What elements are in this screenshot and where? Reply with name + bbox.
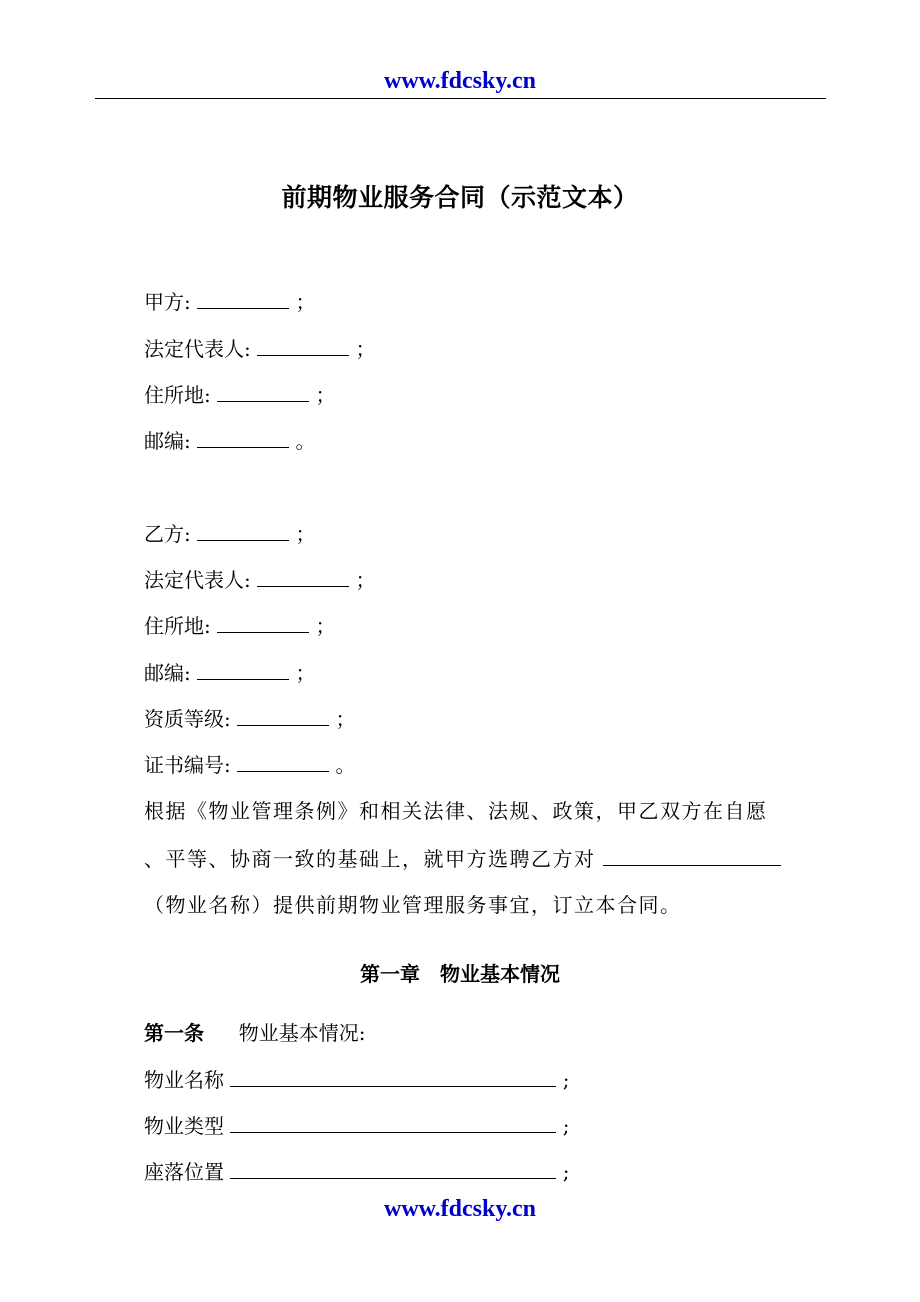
article-1-text: 物业基本情况: — [238, 1021, 366, 1045]
property-location-field — [144, 1158, 569, 1186]
party-a-name-line — [144, 288, 315, 316]
line-end-punct: ； — [295, 290, 316, 314]
line-end-punct: ； — [355, 568, 376, 592]
property-name-blank — [603, 845, 781, 866]
party-b-qualification-label: 资质等级: — [144, 707, 231, 731]
line-end-punct: ； — [295, 661, 316, 685]
party-b-certificate-label: 证书编号: — [144, 753, 231, 777]
document-title: 前期物业服务合同（示范文本） — [281, 183, 639, 212]
line-end-punct: ； — [315, 614, 336, 638]
party-a-rep-label: 法定代表人: — [144, 337, 251, 361]
property-name-label: 物业名称 — [144, 1068, 224, 1092]
header-site-url: www.fdcsky.cn — [383, 68, 537, 94]
party-b-rep-blank — [257, 566, 349, 587]
party-b-postcode-label: 邮编: — [144, 661, 191, 685]
party-b-qualification-blank — [237, 705, 329, 726]
party-b-postcode-line — [144, 659, 315, 687]
property-location-field-blank — [230, 1158, 556, 1179]
party-b-address-blank — [217, 612, 309, 633]
line-end-punct: ; — [562, 1160, 570, 1184]
party-a-address-blank — [217, 381, 309, 402]
line-end-punct: ； — [315, 383, 336, 407]
line-end-punct: ； — [335, 707, 356, 731]
party-a-postcode-line — [144, 427, 315, 455]
article-1-line — [144, 1019, 365, 1047]
article-1-label: 第一条 — [144, 1021, 204, 1045]
party-b-address-line — [144, 612, 335, 640]
footer-site-url: www.fdcsky.cn — [383, 1196, 537, 1222]
party-a-postcode-label: 邮编: — [144, 429, 191, 453]
line-end-punct: ; — [562, 1114, 570, 1138]
property-name-field — [144, 1066, 569, 1094]
party-b-rep-line — [144, 566, 375, 594]
party-b-certificate-blank — [237, 751, 329, 772]
line-end-punct: ; — [562, 1068, 570, 1092]
party-b-name-label: 乙方: — [144, 522, 191, 546]
party-b-rep-label: 法定代表人: — [144, 568, 251, 592]
line-end-punct: 。 — [295, 429, 316, 453]
property-location-label: 座落位置 — [144, 1160, 224, 1184]
party-a-name-blank — [197, 288, 289, 309]
line-end-punct: ； — [355, 337, 376, 361]
property-type-field — [144, 1112, 569, 1140]
header-divider — [95, 98, 826, 99]
preamble-line-1: 根据《物业管理条例》和相关法律、法规、政策，甲乙双方在自愿 — [144, 799, 768, 823]
party-a-name-label: 甲方: — [144, 290, 191, 314]
party-b-qualification-line — [144, 705, 355, 733]
property-name-field-blank — [230, 1066, 556, 1087]
chapter-1-heading: 第一章 物业基本情况 — [360, 962, 560, 986]
preamble-line-2-text: 、平等、协商一致的基础上，就甲方选聘乙方对 — [144, 847, 596, 871]
party-b-name-line — [144, 520, 315, 548]
party-b-address-label: 住所地: — [144, 614, 211, 638]
party-b-name-blank — [197, 520, 289, 541]
party-a-address-label: 住所地: — [144, 383, 211, 407]
party-a-postcode-blank — [197, 427, 289, 448]
party-b-certificate-line — [144, 751, 355, 779]
line-end-punct: ； — [295, 522, 316, 546]
party-a-rep-blank — [257, 335, 349, 356]
preamble-line-2 — [144, 845, 781, 873]
party-a-rep-line — [144, 335, 375, 363]
line-end-punct: 。 — [335, 753, 356, 777]
property-type-field-blank — [230, 1112, 556, 1133]
party-b-postcode-blank — [197, 659, 289, 680]
property-type-label: 物业类型 — [144, 1114, 224, 1138]
preamble-line-3: （物业名称）提供前期物业管理服务事宜，订立本合同。 — [144, 893, 682, 917]
party-a-address-line — [144, 381, 335, 409]
